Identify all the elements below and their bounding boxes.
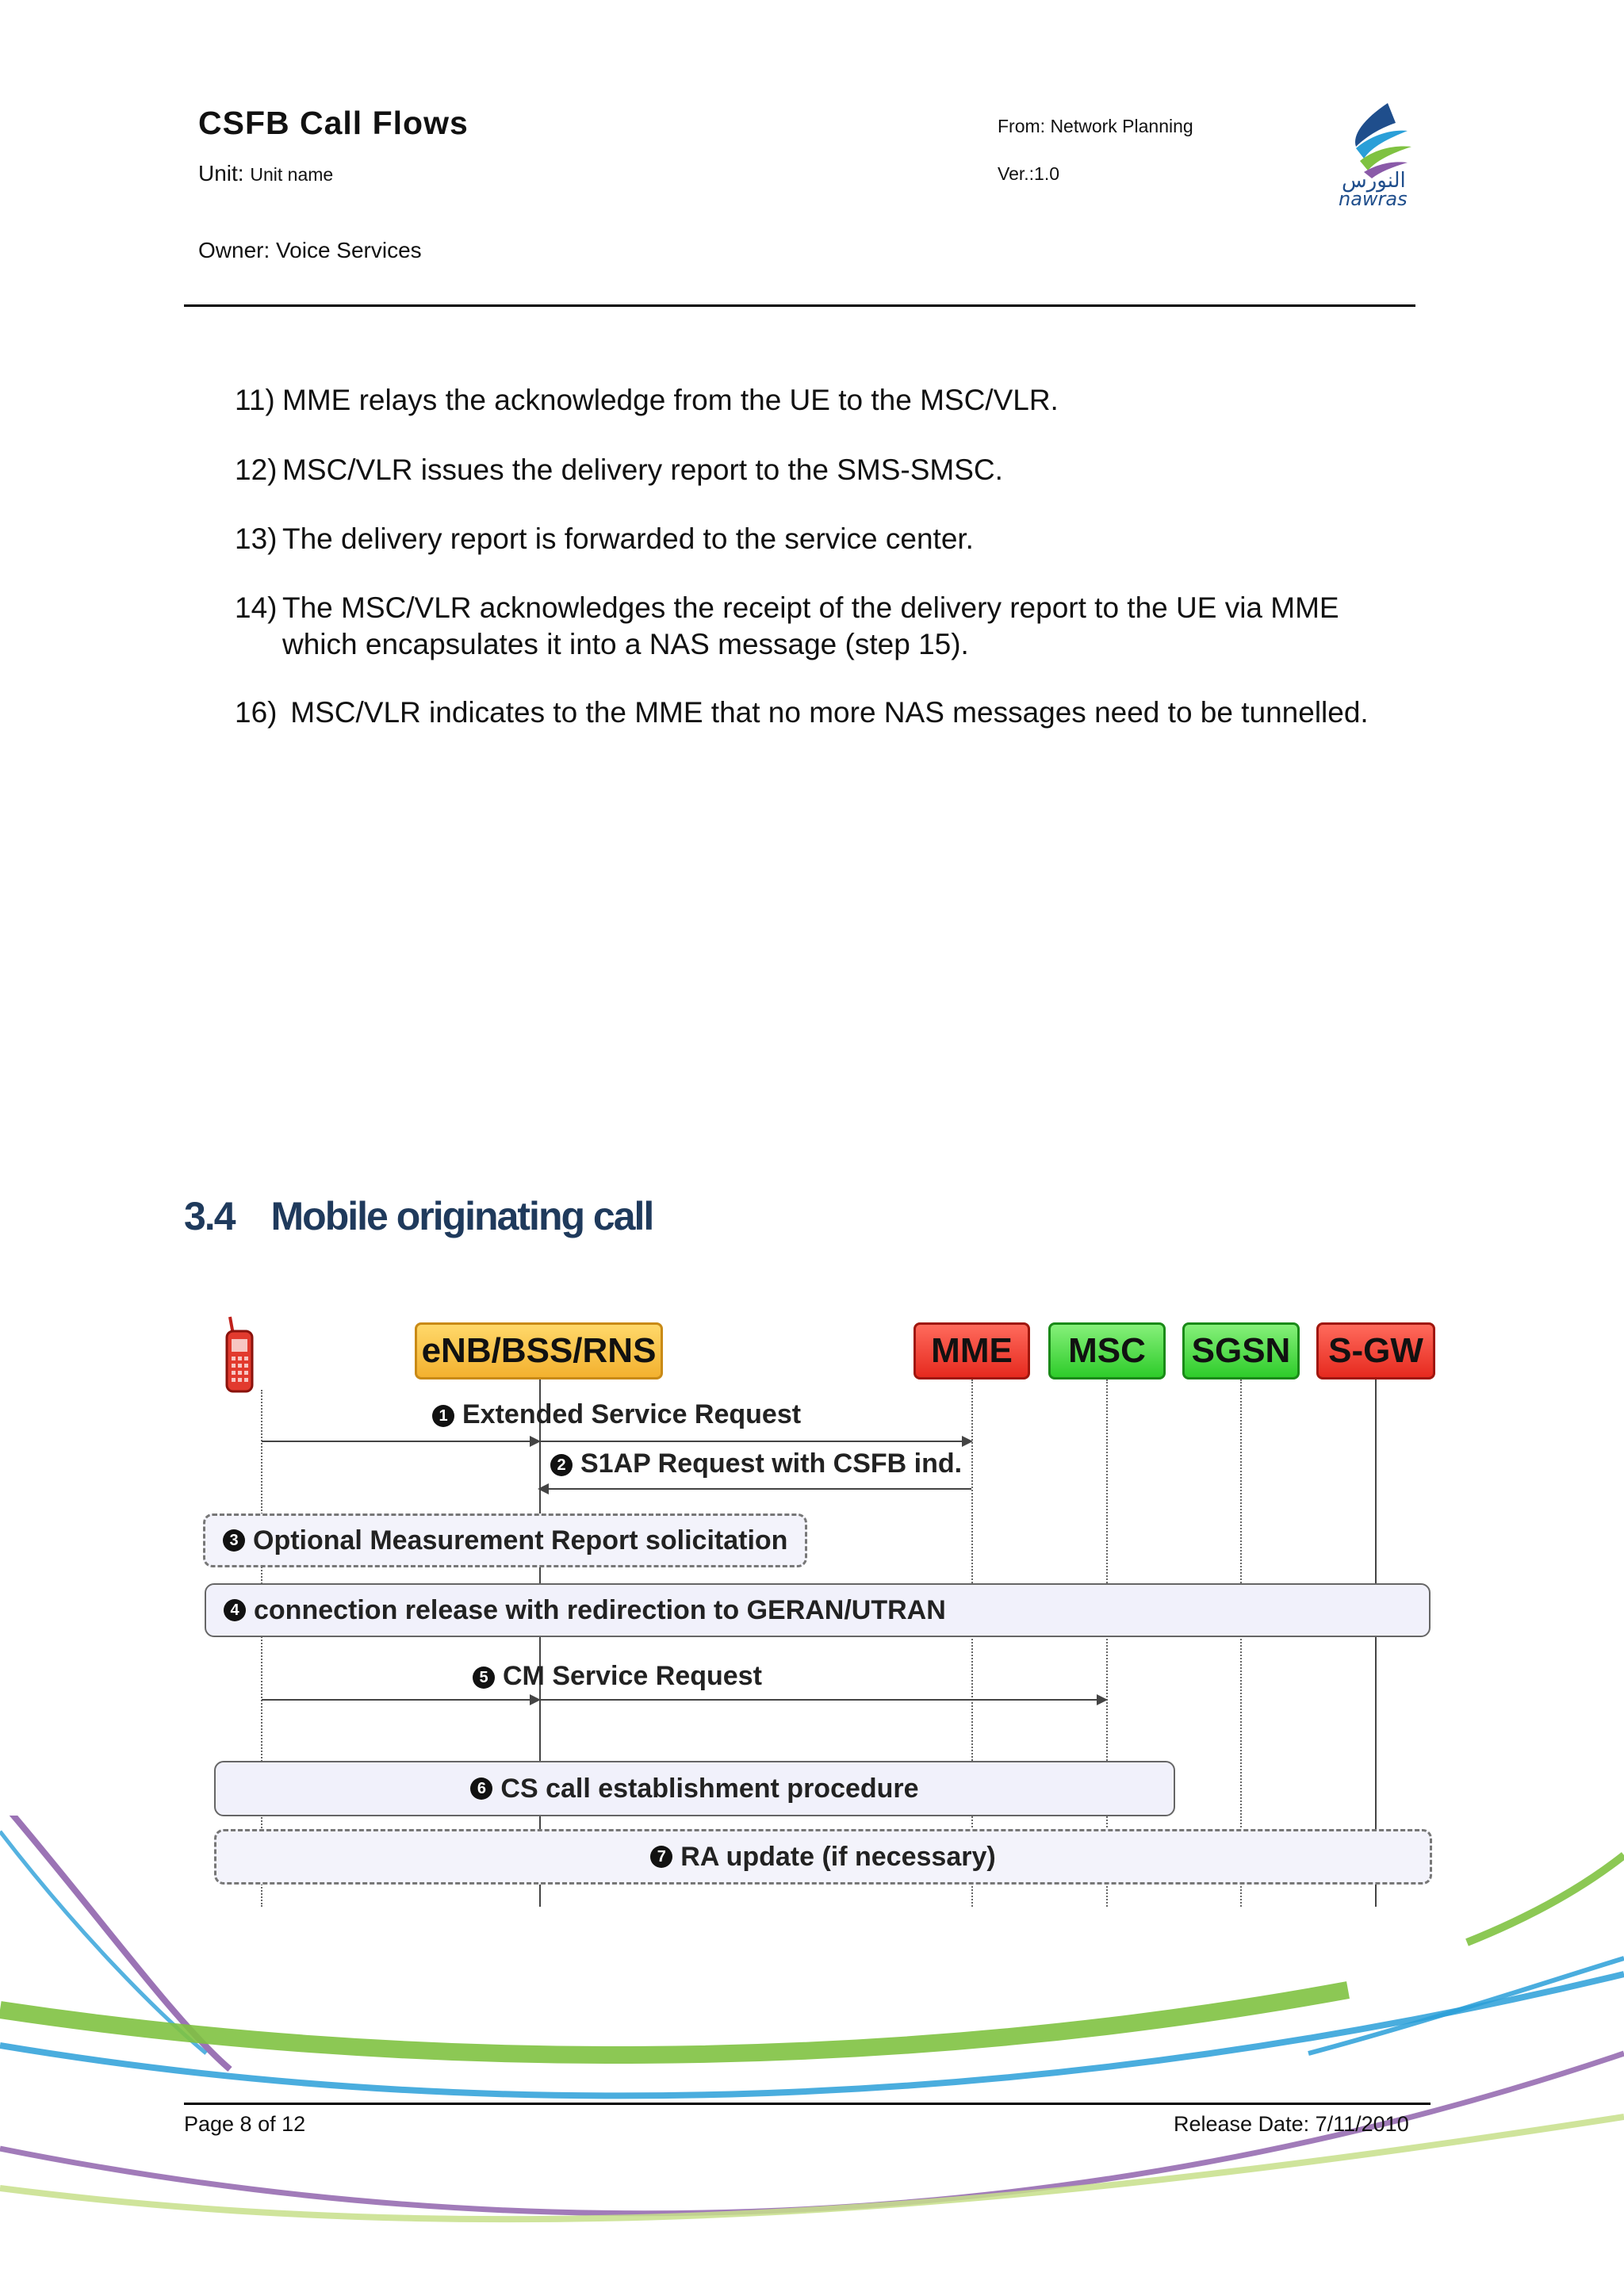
message-1-label: 1 Extended Service Request bbox=[432, 1399, 801, 1430]
unit-line bbox=[198, 161, 333, 186]
release-date: Release Date: 7/11/2010 bbox=[1174, 2112, 1409, 2136]
version-line: Ver.:1.0 bbox=[998, 163, 1060, 184]
process-box-7: 7 RA update (if necessary) bbox=[214, 1829, 1432, 1885]
process-box-3: 3 Optional Measurement Report solicitation bbox=[203, 1513, 807, 1567]
from-line: From: Network Planning bbox=[998, 116, 1193, 136]
logo-latin-text: nawras bbox=[1339, 188, 1408, 210]
step-text: MSC/VLR issues the delivery report to the SMS-SMSC. bbox=[282, 453, 1003, 486]
step-text: The MSC/VLR acknowledges the receipt of the delivery report to the UE via MME bbox=[282, 591, 1339, 624]
step-badge: 1 bbox=[432, 1405, 454, 1427]
step-number: 11) bbox=[235, 384, 275, 416]
step-badge: 6 bbox=[470, 1777, 492, 1800]
step-number: 13) bbox=[235, 522, 278, 555]
logo-arabic-text: النورس bbox=[1342, 169, 1406, 193]
step-text-continued: which encapsulates it into a NAS message (step 15). bbox=[282, 628, 969, 660]
step-11 bbox=[235, 382, 1440, 419]
section-heading bbox=[184, 1193, 653, 1239]
step-12 bbox=[235, 452, 1440, 488]
header-rule bbox=[184, 304, 1415, 307]
unit-label: Unit: bbox=[198, 161, 244, 186]
arrow-ue-to-enb bbox=[262, 1441, 539, 1442]
message-2-label: 2 S1AP Request with CSFB ind. bbox=[550, 1448, 962, 1479]
node-mme: MME bbox=[914, 1322, 1030, 1380]
arrow-enb-to-mme bbox=[539, 1441, 971, 1442]
nawras-logo bbox=[1332, 99, 1419, 210]
step-badge: 4 bbox=[224, 1599, 246, 1621]
process-box-4: 4 connection release with redirection to GERAN/UTRAN bbox=[205, 1583, 1431, 1637]
owner-line: Owner: Voice Services bbox=[198, 238, 422, 262]
step-13 bbox=[235, 521, 1440, 557]
step-text: MSC/VLR indicates to the MME that no more NAS messages need to be tunnelled. bbox=[282, 696, 1369, 729]
arrow-ue-to-enb-cm bbox=[262, 1699, 539, 1701]
step-text: The delivery report is forwarded to the service center. bbox=[282, 522, 974, 555]
step-number: 12) bbox=[235, 453, 278, 486]
arrow-mme-to-enb bbox=[539, 1488, 971, 1490]
step-text: MME relays the acknowledge from the UE to the MSC/VLR. bbox=[282, 384, 1059, 416]
node-sgw: S-GW bbox=[1316, 1322, 1435, 1380]
section-title: Mobile originating call bbox=[270, 1194, 653, 1238]
node-enb-bss-rns: eNB/BSS/RNS bbox=[415, 1322, 663, 1380]
decorative-swooshes bbox=[0, 1816, 1624, 2296]
arrow-enb-to-msc bbox=[539, 1699, 1106, 1701]
mobile-phone-icon bbox=[222, 1315, 257, 1395]
step-number: 14) bbox=[235, 591, 278, 624]
step-16 bbox=[235, 695, 1440, 731]
unit-value: Unit name bbox=[250, 164, 334, 185]
node-msc: MSC bbox=[1048, 1322, 1166, 1380]
step-badge: 7 bbox=[650, 1846, 672, 1868]
node-sgsn: SGSN bbox=[1182, 1322, 1300, 1380]
step-number: 16) bbox=[235, 696, 278, 729]
step-badge: 5 bbox=[473, 1667, 495, 1689]
step-badge: 3 bbox=[223, 1529, 245, 1552]
document-title: CSFB Call Flows bbox=[198, 105, 469, 141]
step-14 bbox=[235, 590, 1440, 663]
process-box-6: 6 CS call establishment procedure bbox=[214, 1761, 1175, 1816]
section-number: 3.4 bbox=[184, 1194, 235, 1238]
step-badge: 2 bbox=[550, 1454, 573, 1476]
message-5-label: 5 CM Service Request bbox=[473, 1661, 762, 1692]
footer-rule bbox=[184, 2103, 1431, 2105]
page-number: Page 8 of 12 bbox=[184, 2112, 306, 2136]
